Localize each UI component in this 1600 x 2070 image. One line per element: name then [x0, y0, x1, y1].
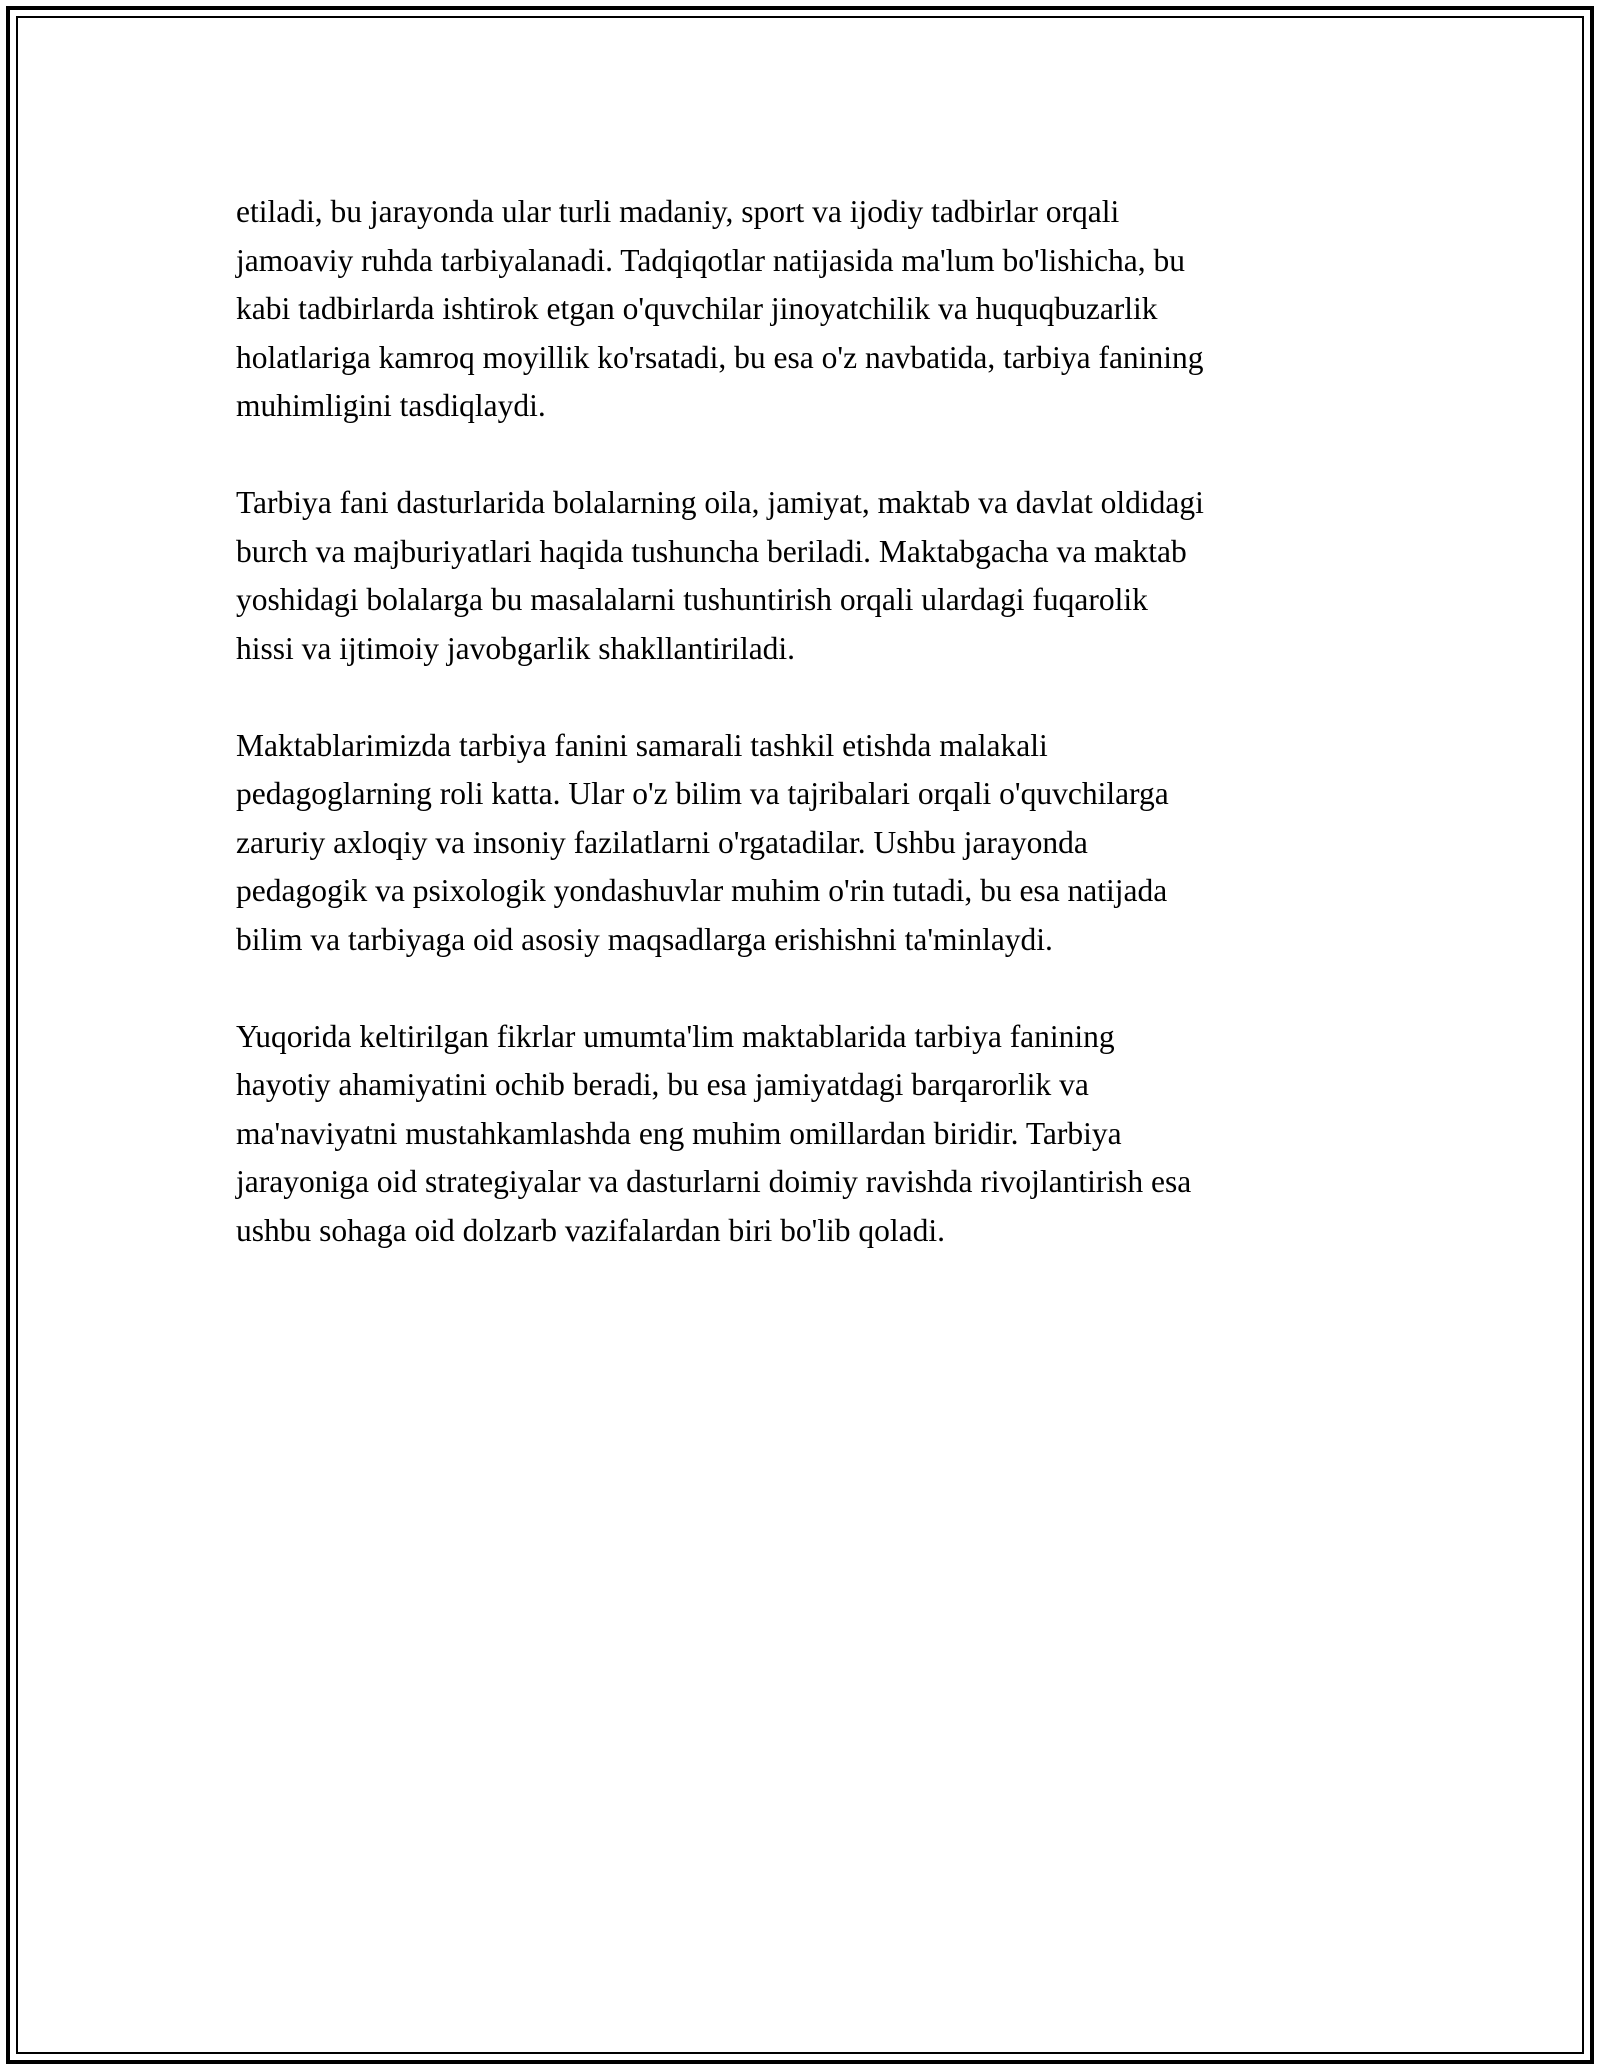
text-line: muhimligini tasdiqlaydi.	[236, 388, 546, 423]
document-body	[236, 188, 1376, 1304]
text-line: ushbu sohaga oid dolzarb vazifalardan biri bo'lib qoladi.	[236, 1212, 945, 1248]
text-line: kabi tadbirlarda ishtirok etgan o'quvchilar jinoyatchilik va huquqbuzarlik	[236, 291, 1158, 326]
text-line: zaruriy axloqiy va insoniy fazilatlarni o'rgatadilar. Ushbu jarayonda	[236, 824, 1088, 860]
paragraph-4	[236, 1013, 1376, 1256]
text-line: hayotiy ahamiyatini ochib beradi, bu esa jamiyatdagi barqarorlik va	[236, 1067, 1089, 1102]
paragraph-2	[236, 479, 1376, 673]
text-line: pedagoglarning roli katta. Ular o'z bilim va tajribalari orqali o'quvchilarga	[236, 776, 1169, 811]
text-line: jarayoniga oid strategiyalar va dasturlarni doimiy ravishda rivojlantirish esa	[236, 1164, 1192, 1199]
text-line: ma'naviyatni mustahkamlashda eng muhim omillardan biridir. Tarbiya	[236, 1115, 1122, 1151]
text-line: burch va majburiyatlari haqida tushuncha beriladi. Maktabgacha va maktab	[236, 533, 1187, 569]
paragraph-3	[236, 722, 1376, 965]
text-line: bilim va tarbiyaga oid asosiy maqsadlarga erishishni ta'minlaydi.	[236, 921, 1053, 957]
text-line: pedagogik va psixologik yondashuvlar muhim o'rin tutadi, bu esa natijada	[236, 873, 1168, 908]
text-line: etiladi, bu jarayonda ular turli madaniy, sport va ijodiy tadbirlar orqali	[236, 194, 1120, 229]
text-line: Tarbiya fani dasturlarida bolalarning oila, jamiyat, maktab va davlat oldidagi	[236, 485, 1204, 520]
text-line: hissi va ijtimoiy javobgarlik shakllantiriladi.	[236, 630, 796, 666]
text-line: jamoaviy ruhda tarbiyalanadi. Tadqiqotlar natijasida ma'lum bo'lishicha, bu	[236, 242, 1185, 278]
paragraph-1	[236, 188, 1376, 431]
text-line: Maktablarimizda tarbiya fanini samarali tashkil etishda malakali	[236, 727, 1048, 763]
text-line: holatlariga kamroq moyillik ko'rsatadi, bu esa o'z navbatida, tarbiya fanining	[236, 339, 1204, 375]
text-line: yoshidagi bolalarga bu masalalarni tushuntirish orqali ulardagi fuqarolik	[236, 582, 1148, 617]
text-line: Yuqorida keltirilgan fikrlar umumta'lim maktablarida tarbiya fanining	[236, 1018, 1115, 1054]
